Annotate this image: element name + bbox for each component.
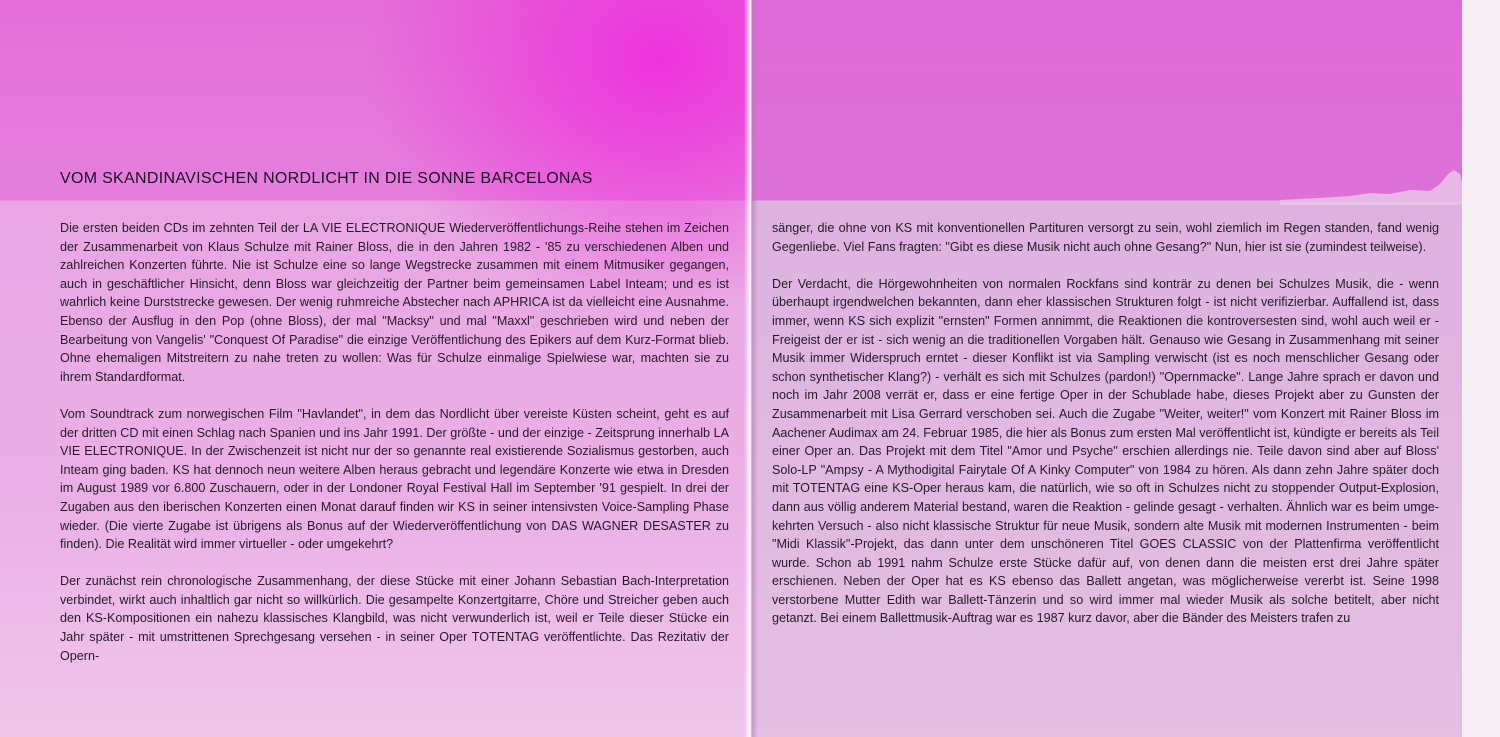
paragraph: Vom Soundtrack zum norwegischen Film "Havlandet", in dem das Nordlicht über vereiste Küsten scheint, geht es auf der dritten CD mit einen Schlag nach Spanien und ins Jahr 1991. Der größte - und der einzige - Zeitsprung innerhalb LA VIE ELECTRONIQUE. In der Zwischenzeit ist nicht nur der so genannte real existierende Sozialismus gestorben, auch Inteam ging baden. KS hat dennoch neun weitere Alben heraus gebracht und legendäre Konzerte wie etwa in Dresden im August 1989 vor 6.800 Zuschauern, oder in der Londoner Royal Festival Hall im September '91 gespielt. In drei der Zugaben aus den iberischen Konzerten einen Monat darauf finden wir KS in seiner intensivsten Voice-Sampling Phase wieder. (Die vierte Zugabe ist übrigens als Bonus auf der Wiederveröffentlichung von DAS WAGNER DESASTER zu finden). Die Realität wird immer virtueller - oder umgekehrt?: [60, 406, 729, 552]
paragraph: Der Verdacht, die Hörgewohnheiten von normalen Rockfans sind konträr zu denen bei Schulzes Musik, die - wenn überhaupt irgendwelchen bekannten, dann eher klassischen Strukturen folgt - ist nicht verifizierbar. Auffallend ist, dass immer, wenn KS sich explizit "ernsten" Formen annimmt, die Reaktionen die kontroversesten sind, wohl auch weil er - Freigeist der er ist - sich wenig an die traditionellen Vorgaben hält. Genauso wie Gesang in Zusammenhang mit seiner Musik immer Widerspruch erntet - dieser Konflikt ist via Sampling verwischt (ist es noch menschlicher Gesang oder schon synthetischer Klang?) - verhält es sich mit Schulzes (pardon!) "Opernmacke". Lange Jahre sprach er davon und noch im Jahr 2008 verrät er, dass er eine fertige Oper in der Schublade habe, dieses Projekt aber zu Gunsten der Zusammenarbeit mit Lisa Gerrard verschoben sei. Auch die Zugabe "Weiter, weiter!" vom Konzert mit Rainer Bloss im Aachener Audimax am 24. Februar 1985, die hier als Bonus zum ersten Mal veröffentlicht ist, kündigte er bereits als Teil einer Oper an. Das Projekt mit dem Titel "Amor und Psyche" erschien allerdings nie. Teile davon sind aber auf Bloss' Solo-LP "Ampsy - A Mythodigital Fairytale Of A Kinky Computer" von 1984 zu hören. Als dann zehn Jahre später doch mit TOTENTAG eine KS-Oper heraus kam, die natürlich, wie so oft in Schulzes nicht zu stoppender Output-Explosion, dann aus völlig anderem Material bestand, waren die Reaktion - gelinde gesagt - verhalten. Ähnlich war es beim umgekehrten Versuch - also nicht klassische Struktur für neue Musik, sondern alte Musik mit modernen Instrumenten - beim "Midi Klassik"-Projekt, das dann unter dem unschöneren Titel GOES CLASSIC von der Plattenfirma veröffentlicht wurde. Schon ab 1991 nahm Schulze erste Stücke dafür auf, von denen dann die meisten erst drei Jahre später erschienen. Neben der Oper hat es KS ebenso das Ballett angetan, was möglicherweise vererbt ist. Seine 1998 verstorbene Mutter Edith war Ballett-Tänzerin und so wird immer mal wieder Musik als solche betitelt, aber nicht getanzt. Bei einem Ballettmusik-Auftrag war es 1987 kurz davor, aber die Bänder des Meisters trafen zu: [772, 276, 1439, 626]
left-text-column: [60, 219, 729, 684]
right-page: [752, 0, 1500, 737]
right-text-column: [772, 219, 1439, 647]
paragraph: Die ersten beiden CDs im zehnten Teil der LA VIE ELECTRONIQUE Wiederveröffentlichungs-Reihe stehen im Zeichen der Zusammenarbeit von Klaus Schulze mit Rainer Bloss, die in den Jahren 1982 - '85 zu verschiedenen Alben und zahlreichen Konzerten führte. Nie ist Schulze eine so lange Wegstrecke zusammen mit einem Mitmusiker gegangen, auch in geschäftlicher Hinsicht, denn Bloss war gleichzeitig der Partner beim gemeinsamen Label Inteam; und es ist wahrlich keine Durststrecke gewesen. Der wenig ruhmreiche Abstecher nach APHRICA ist da vielleicht eine Ausnahme. Ebenso der Ausflug in den Pop (ohne Bloss), der mal "Macksy" und mal "Maxxl" geschrieben wird und neben der Bearbeitung von Vangelis' "Conquest Of Paradise" die einzige Veröffentlichung des Epikers auf dem Kurz-Format blieb. Ohne ehemaligen Mitstreitern zu nahe treten zu wollen: Was für Schulze einmalige Spielwiese war, machten sie zu ihrem Standardformat.: [60, 221, 729, 384]
paragraph: Der zunächst rein chronologische Zusammenhang, der diese Stücke mit einer Johann Sebastian Bach-Interpretation verbindet, wirkt auch inhaltlich gar nicht so willkürlich. Die gesampelte Konzertgitarre, Chöre und Streicher geben auch den KS-Kompositionen ein nahezu klassisches Klangbild, was nicht verwunderlich ist, weil er Teile dieser Stücke ein Jahr später - mit umstrittenen Sprechgesang versehen - in seiner Oper TOTENTAG veröffentlichte. Das Rezitativ der Opern-: [60, 574, 729, 663]
paragraph: sänger, die ohne von KS mit konventionellen Partituren versorgt zu sein, wohl ziemlich im Regen standen, fand wenig Gegenliebe. Viel Fans fragten: "Gibt es diese Musik nicht auch ohne Gesang?" Nun, hier ist sie (zumindest teilweise).: [772, 221, 1439, 254]
page-headline: VOM SKANDINAVISCHEN NORDLICHT IN DIE SONNE BARCELONAS: [60, 170, 593, 187]
booklet-spine: [744, 0, 758, 737]
page-edge: [1462, 0, 1500, 737]
